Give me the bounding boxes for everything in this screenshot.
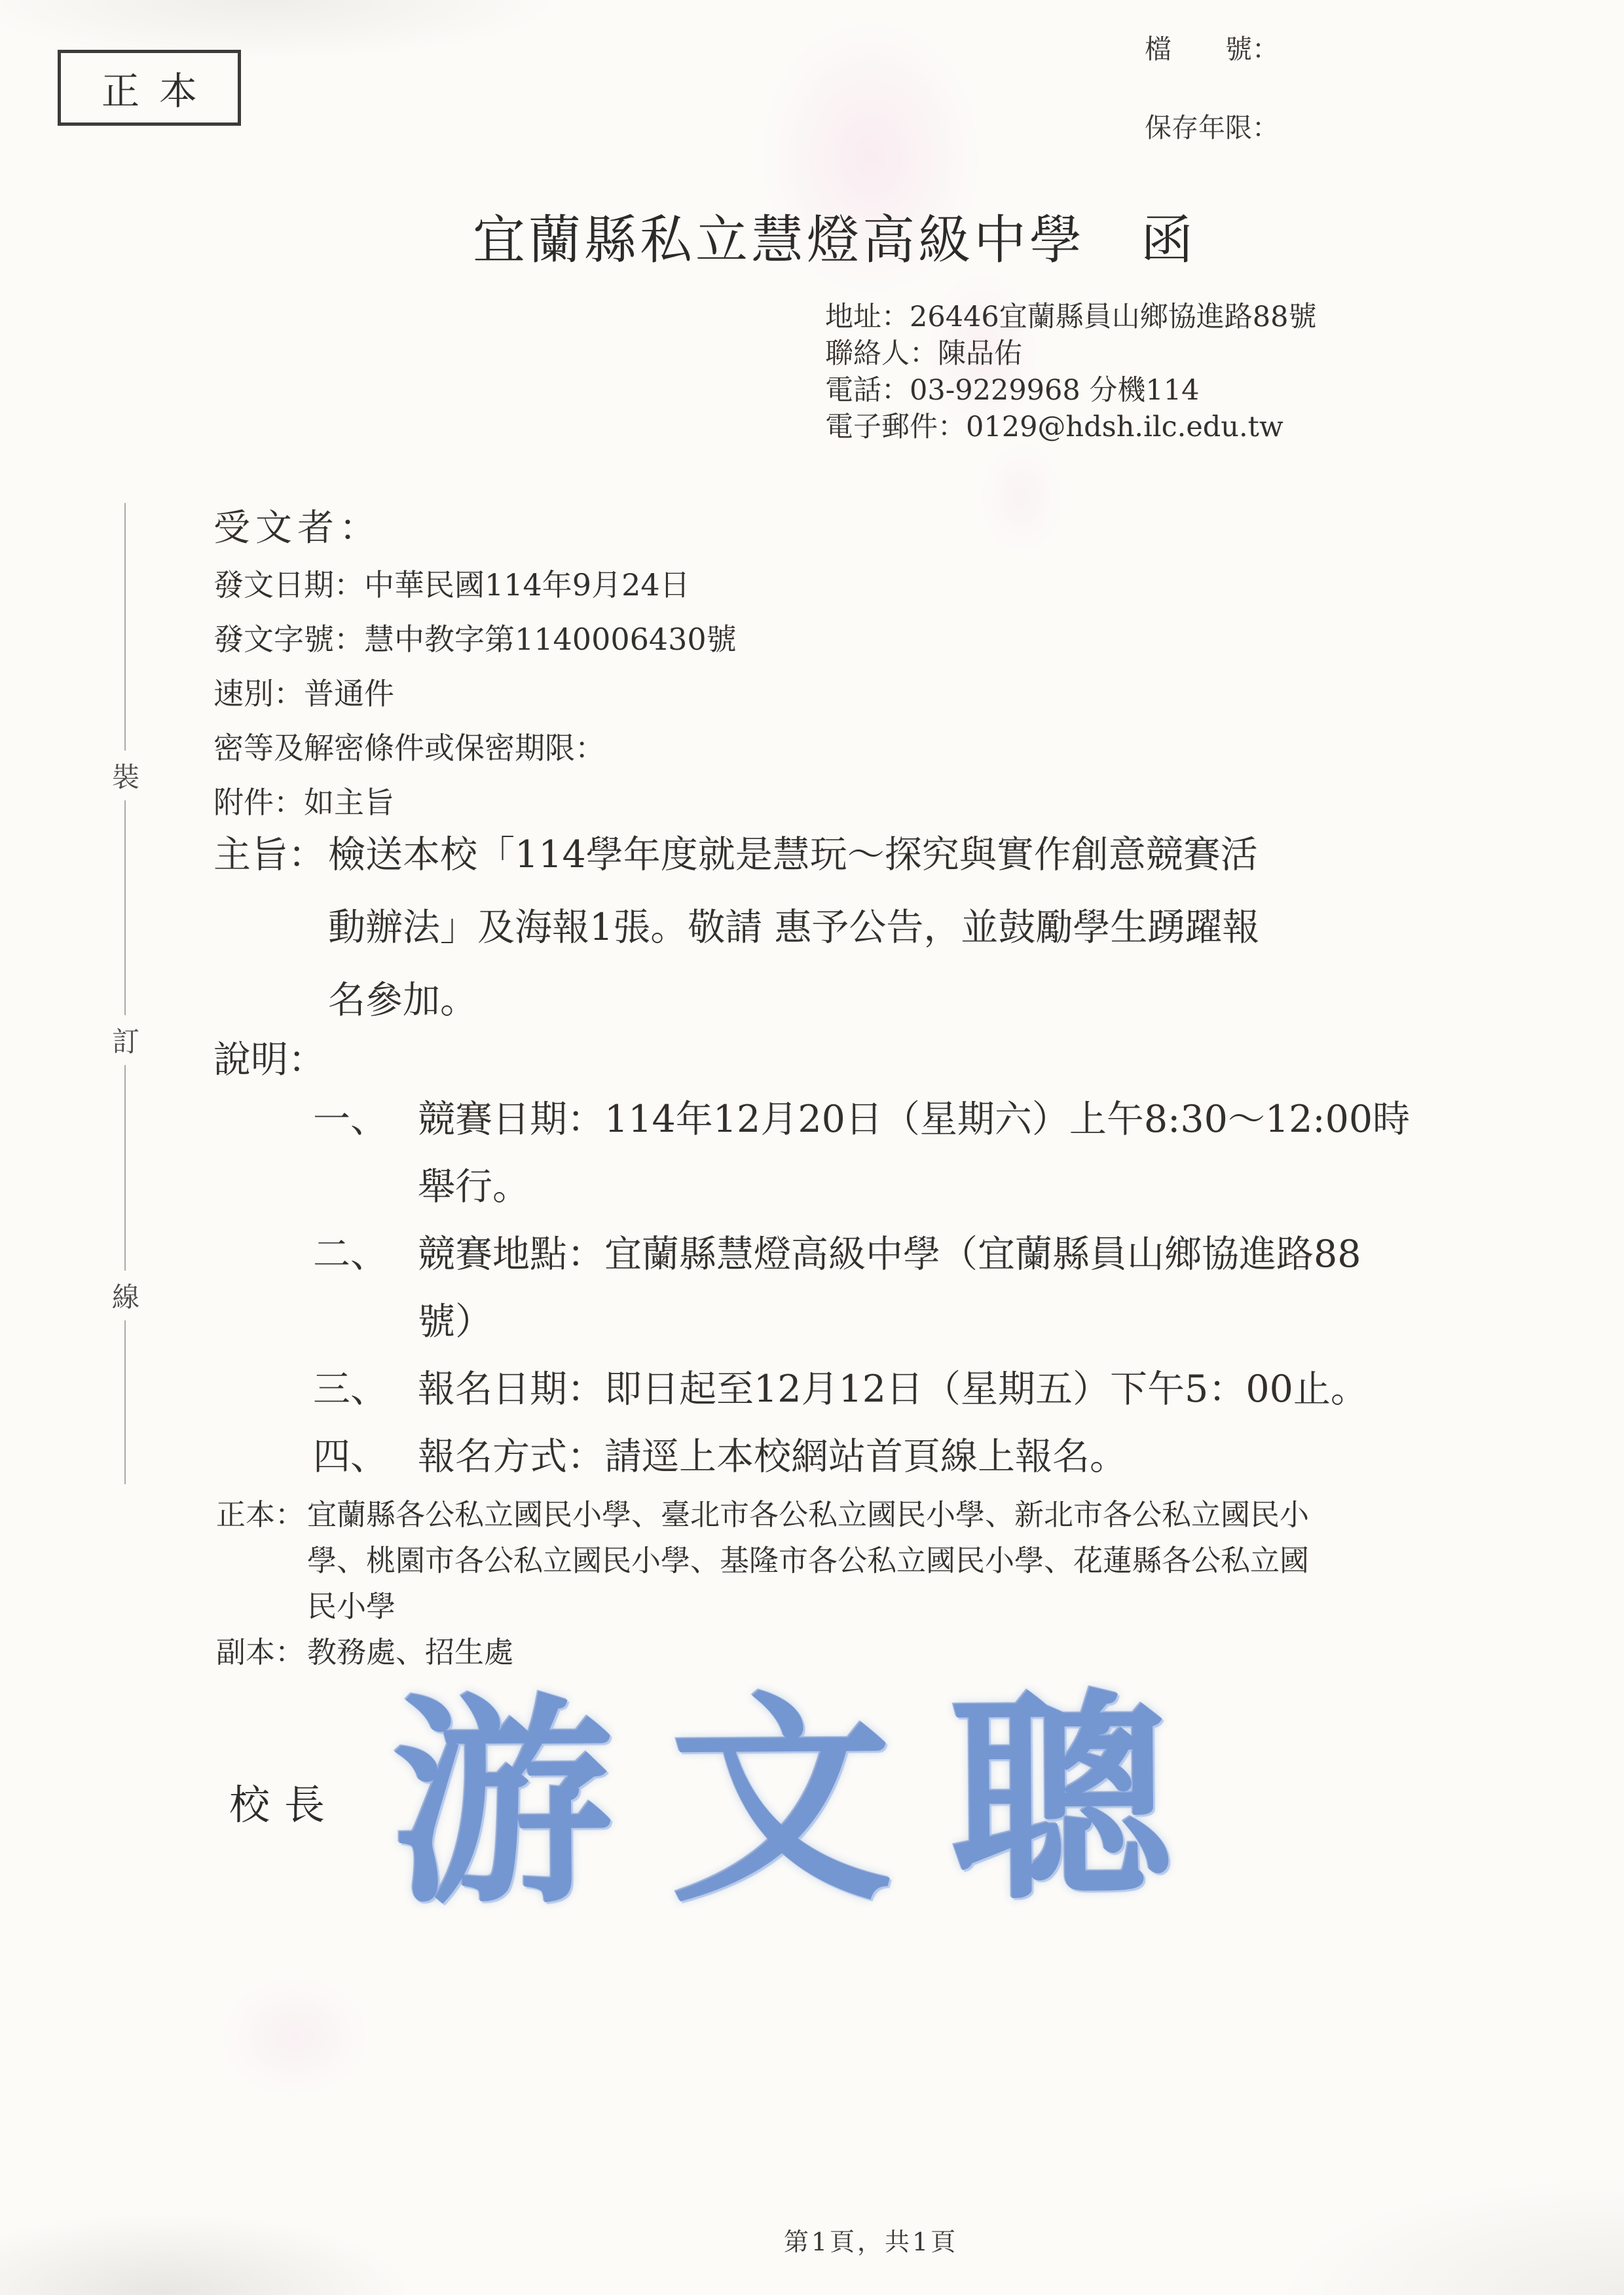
- meta-attachment: 附件：如主旨: [213, 785, 394, 820]
- binding-line: [124, 503, 126, 1484]
- recipient-label: 受文者：: [213, 507, 381, 550]
- sender-info-block: [825, 299, 1317, 445]
- explanation-items: [313, 1086, 1410, 1491]
- sender-phone: 電話：03-9229968 分機114: [825, 374, 1200, 407]
- document-meta-block: [213, 558, 737, 830]
- meta-doc-number: 發文字號：慧中教字第1140006430號: [213, 622, 737, 657]
- distribution-original-text: 宜蘭縣各公私立國民小學、臺北市各公私立國民小學、新北市各公私立國民小 學、桃園市各公私立國民小學、基隆市各公私立國民小學、花蓮縣各公私立國 民小學: [307, 1497, 1310, 1624]
- item-2-number: 二、: [313, 1233, 388, 1276]
- meta-speed-class: 速別：普通件: [213, 676, 394, 711]
- sender-contact: 聯絡人：陳品佑: [825, 337, 1022, 370]
- page-number-footer: 第1頁，共1頁: [783, 2228, 959, 2256]
- distribution-original-row: [216, 1492, 1309, 1630]
- distribution-cc-text: 教務處、招生處: [307, 1635, 514, 1670]
- distribution-cc-label: 副本：: [216, 1635, 305, 1670]
- copy-label: 正本: [101, 69, 217, 113]
- document-title: 宜蘭縣私立慧燈高級中學 函: [473, 210, 1196, 271]
- binding-char-ding: 訂: [109, 1015, 143, 1065]
- principal-stamp: 游文聰: [390, 1668, 1230, 1934]
- subject-label: 主旨：: [213, 833, 325, 876]
- explanation-item-2: [313, 1221, 1410, 1356]
- explanation-item-4: [313, 1423, 1410, 1491]
- subject-paragraph: [213, 819, 1259, 1037]
- meta-secrecy: 密等及解密條件或保密期限：: [213, 730, 605, 766]
- distribution-block: [216, 1492, 1309, 1675]
- item-1-number: 一、: [313, 1098, 388, 1141]
- principal-role-label: 校長: [229, 1781, 340, 1829]
- sender-address: 地址：26446宜蘭縣員山鄉協進路88號: [825, 301, 1317, 333]
- item-3-text: 報名日期：即日起至12月12日（星期五）下午5：00止。: [418, 1368, 1368, 1411]
- explanation-label: 說明：: [213, 1038, 325, 1081]
- item-4-text: 報名方式：請逕上本校網站首頁線上報名。: [418, 1435, 1127, 1478]
- binding-char-xian: 線: [109, 1271, 143, 1320]
- explanation-item-3: [313, 1356, 1410, 1423]
- copy-stamp-box: [58, 50, 241, 126]
- sender-email: 電子郵件：0129@hdsh.ilc.edu.tw: [825, 411, 1283, 443]
- item-1-text: 競賽日期：114年12月20日（星期六）上午8:30～12:00時 舉行。: [418, 1098, 1411, 1208]
- binding-char-zhuang: 裝: [109, 751, 143, 800]
- explanation-item-1: [313, 1086, 1410, 1221]
- retention-period-label: 保存年限：: [1145, 112, 1279, 143]
- file-number-label: 檔 號：: [1145, 33, 1279, 65]
- distribution-original-label: 正本：: [216, 1497, 305, 1532]
- item-3-number: 三、: [313, 1368, 388, 1411]
- meta-issue-date: 發文日期：中華民國114年9月24日: [213, 567, 690, 603]
- item-2-text: 競賽地點：宜蘭縣慧燈高級中學（宜蘭縣員山鄉協進路88 號）: [418, 1233, 1361, 1343]
- item-4-number: 四、: [313, 1435, 388, 1478]
- subject-text: 檢送本校「114學年度就是慧玩～探究與實作創意競賽活 動辦法」及海報1張。敬請 惠予公告，並鼓勵學生踴躍報 名參加。: [328, 833, 1260, 1022]
